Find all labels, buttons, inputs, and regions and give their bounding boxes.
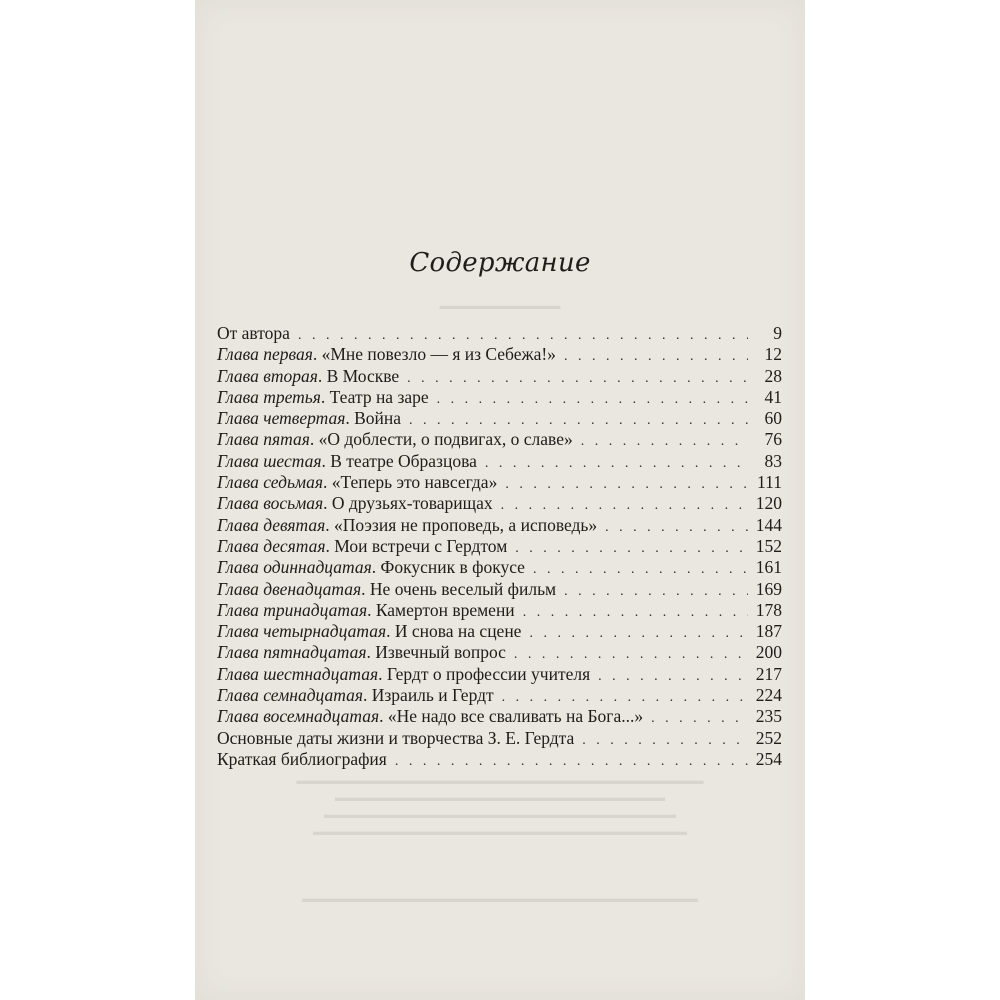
toc-leader-dots: [505, 474, 748, 495]
toc-chapter-prefix: Глава шестнадцатая: [217, 663, 379, 684]
toc-chapter-title: Краткая библиография: [217, 748, 387, 769]
toc-chapter-title: . «Мне повезло — я из Себежа!»: [312, 344, 556, 365]
toc-leader-dots: [564, 581, 748, 602]
toc-chapter-prefix: Глава одиннадцатая: [217, 557, 372, 578]
toc-entry: [217, 472, 782, 493]
toc-page-number: 161: [755, 557, 782, 578]
toc-chapter-prefix: Глава третья: [217, 386, 321, 407]
toc-entry-text: [217, 642, 506, 663]
toc-page-number: 12: [764, 344, 782, 365]
toc-entry-text: [217, 685, 494, 706]
toc-entry-text: [217, 472, 497, 493]
toc-leader-dots: [533, 559, 748, 580]
toc-entry: [217, 536, 782, 557]
toc-chapter-prefix: Глава пятнадцатая: [217, 642, 367, 663]
toc-chapter-prefix: Глава восьмая: [217, 493, 324, 514]
toc-entry: [217, 493, 782, 514]
toc-page-number: 254: [755, 748, 782, 769]
toc-chapter-prefix: Глава восемнадцатая: [217, 706, 380, 727]
toc-entry: [217, 600, 782, 621]
toc-chapter-title: . Театр на заре: [320, 386, 429, 407]
toc-leader-dots: [514, 644, 748, 665]
toc-leader-dots: [298, 325, 748, 346]
toc-entry: [217, 323, 782, 344]
toc-page-number: 41: [764, 386, 782, 407]
show-through-text: ▬▬▬▬▬▬▬▬▬▬▬▬▬▬▬▬▬▬▬▬▬▬▬▬▬▬▬▬▬▬▬▬▬▬▬▬: [302, 893, 698, 905]
toc-page-number: 9: [773, 323, 782, 343]
toc-entry-text: [217, 749, 387, 770]
toc-entry-text: [217, 706, 643, 727]
toc-entry-text: [217, 621, 521, 642]
toc-chapter-title: . Война: [345, 408, 402, 429]
toc-page-number: 200: [755, 642, 782, 663]
toc-page-number: 224: [755, 685, 782, 706]
toc-leader-dots: [395, 751, 748, 772]
toc-entry: [217, 664, 782, 685]
toc-entry: [217, 429, 782, 450]
toc-chapter-prefix: Глава девятая: [217, 514, 326, 535]
toc-chapter-title: . И снова на сцене: [386, 621, 522, 642]
toc-entry-text: [217, 366, 399, 387]
toc-leader-dots: [502, 687, 748, 708]
toc-entry: [217, 366, 782, 387]
toc-leader-dots: [564, 346, 748, 367]
toc-entry: [217, 387, 782, 408]
toc-chapter-title: . В Москве: [317, 365, 400, 386]
toc-entry-text: [217, 408, 401, 429]
toc-leader-dots: [437, 389, 748, 410]
toc-chapter-prefix: Глава первая: [217, 344, 313, 365]
toc-page-number: 83: [764, 450, 782, 471]
toc-entry: [217, 749, 782, 770]
toc-chapter-prefix: Глава шестая: [217, 450, 322, 471]
toc-leader-dots: [407, 368, 748, 389]
toc-chapter-title: . Израиль и Гердт: [363, 685, 494, 706]
toc-entry-text: [217, 664, 590, 685]
toc-entry-text: [217, 728, 574, 749]
toc-entry-text: [217, 451, 477, 472]
toc-page-number: 152: [755, 535, 782, 556]
page-title: Содержание: [409, 248, 591, 278]
toc-chapter-prefix: Глава четвертая: [217, 408, 346, 429]
toc-chapter-prefix: Глава семнадцатая: [217, 685, 363, 706]
toc-leader-dots: [485, 453, 748, 474]
toc-entry-text: [217, 536, 507, 557]
toc-chapter-title: . Фокусник в фокусе: [371, 557, 525, 578]
toc-entry-text: [217, 429, 573, 450]
show-through-text: ▬▬▬▬▬▬▬▬▬▬▬▬▬▬▬▬▬▬▬▬▬▬▬▬▬▬▬▬▬▬▬▬▬▬: [313, 826, 687, 838]
toc-page-number: 144: [755, 514, 782, 535]
table-of-contents: [217, 323, 782, 770]
toc-page-number: 252: [755, 727, 782, 748]
toc-entry-text: [217, 515, 597, 536]
toc-entry: [217, 515, 782, 536]
toc-leader-dots: [515, 538, 748, 559]
toc-chapter-prefix: Глава двенадцатая: [217, 578, 362, 599]
toc-entry-text: [217, 579, 556, 600]
toc-entry: [217, 728, 782, 749]
toc-entry: [217, 344, 782, 365]
toc-entry-text: [217, 344, 556, 365]
show-through-text: ▬▬▬▬▬▬▬▬▬▬▬▬▬▬▬▬▬▬▬▬▬▬▬▬▬▬▬▬▬▬: [335, 792, 665, 804]
toc-page-number: 187: [755, 621, 782, 642]
toc-entry-text: [217, 387, 429, 408]
toc-leader-dots: [598, 666, 748, 687]
toc-page-number: 217: [755, 663, 782, 684]
toc-entry-text: [217, 493, 493, 514]
show-through-text: ▬▬▬▬▬▬▬▬▬▬▬▬▬▬▬▬▬▬▬▬▬▬▬▬▬▬▬▬▬▬▬▬▬▬▬▬▬: [296, 775, 704, 787]
show-through-text: ▬▬▬▬▬▬▬▬▬▬▬: [439, 300, 561, 312]
toc-page-number: 111: [757, 472, 782, 493]
toc-chapter-title: . Камертон времени: [367, 599, 515, 620]
toc-leader-dots: [581, 431, 748, 452]
toc-page-number: 76: [764, 429, 782, 450]
toc-entry: [217, 706, 782, 727]
toc-leader-dots: [501, 495, 748, 516]
toc-entry: [217, 579, 782, 600]
toc-leader-dots: [605, 517, 748, 538]
toc-chapter-title: . Извечный вопрос: [366, 642, 506, 663]
toc-chapter-prefix: Глава седьмая: [217, 472, 323, 493]
toc-entry-text: [217, 323, 290, 344]
toc-chapter-title: . Мои встречи с Гердтом: [325, 535, 508, 556]
toc-page-number: 120: [755, 493, 782, 514]
toc-chapter-title: . «Не надо все сваливать на Бога...»: [379, 706, 644, 727]
toc-chapter-prefix: Глава десятая: [217, 535, 326, 556]
toc-leader-dots: [651, 708, 748, 729]
toc-entry: [217, 451, 782, 472]
toc-chapter-title: . «Теперь это навсегда»: [322, 472, 498, 493]
toc-entry: [217, 557, 782, 578]
toc-entry: [217, 621, 782, 642]
toc-page-number: 178: [755, 599, 782, 620]
toc-chapter-title: От автора: [217, 323, 290, 343]
toc-chapter-title: . О друзьях-товарищах: [323, 493, 493, 514]
toc-chapter-prefix: Глава вторая: [217, 365, 318, 386]
toc-page-number: 169: [755, 578, 782, 599]
toc-leader-dots: [582, 730, 748, 751]
toc-chapter-prefix: Глава пятая: [217, 429, 310, 450]
toc-chapter-title: . Не очень веселый фильм: [361, 578, 557, 599]
toc-chapter-prefix: Глава тринадцатая: [217, 599, 368, 620]
toc-page-number: 28: [764, 365, 782, 386]
toc-chapter-title: . «Поэзия не проповедь, а исповедь»: [325, 514, 598, 535]
toc-leader-dots: [529, 623, 748, 644]
toc-chapter-title: . В театре Образцова: [321, 450, 477, 471]
toc-entry: [217, 642, 782, 663]
toc-page-number: 235: [755, 706, 782, 727]
show-through-text: ▬▬▬▬▬▬▬▬▬▬▬▬▬▬▬▬▬▬▬▬▬▬▬▬▬▬▬▬▬▬▬▬: [324, 809, 676, 821]
toc-chapter-title: Основные даты жизни и творчества З. Е. Гердта: [217, 727, 575, 748]
toc-entry: [217, 408, 782, 429]
toc-entry-text: [217, 557, 525, 578]
toc-page-number: 60: [764, 408, 782, 429]
toc-chapter-prefix: Глава четырнадцатая: [217, 621, 387, 642]
toc-leader-dots: [409, 410, 748, 431]
toc-chapter-title: . «О доблести, о подвигах, о славе»: [309, 429, 573, 450]
toc-entry: [217, 685, 782, 706]
toc-entry-text: [217, 600, 515, 621]
toc-leader-dots: [523, 602, 748, 623]
toc-chapter-title: . Гердт о профессии учителя: [378, 663, 591, 684]
book-page: [195, 0, 805, 1000]
